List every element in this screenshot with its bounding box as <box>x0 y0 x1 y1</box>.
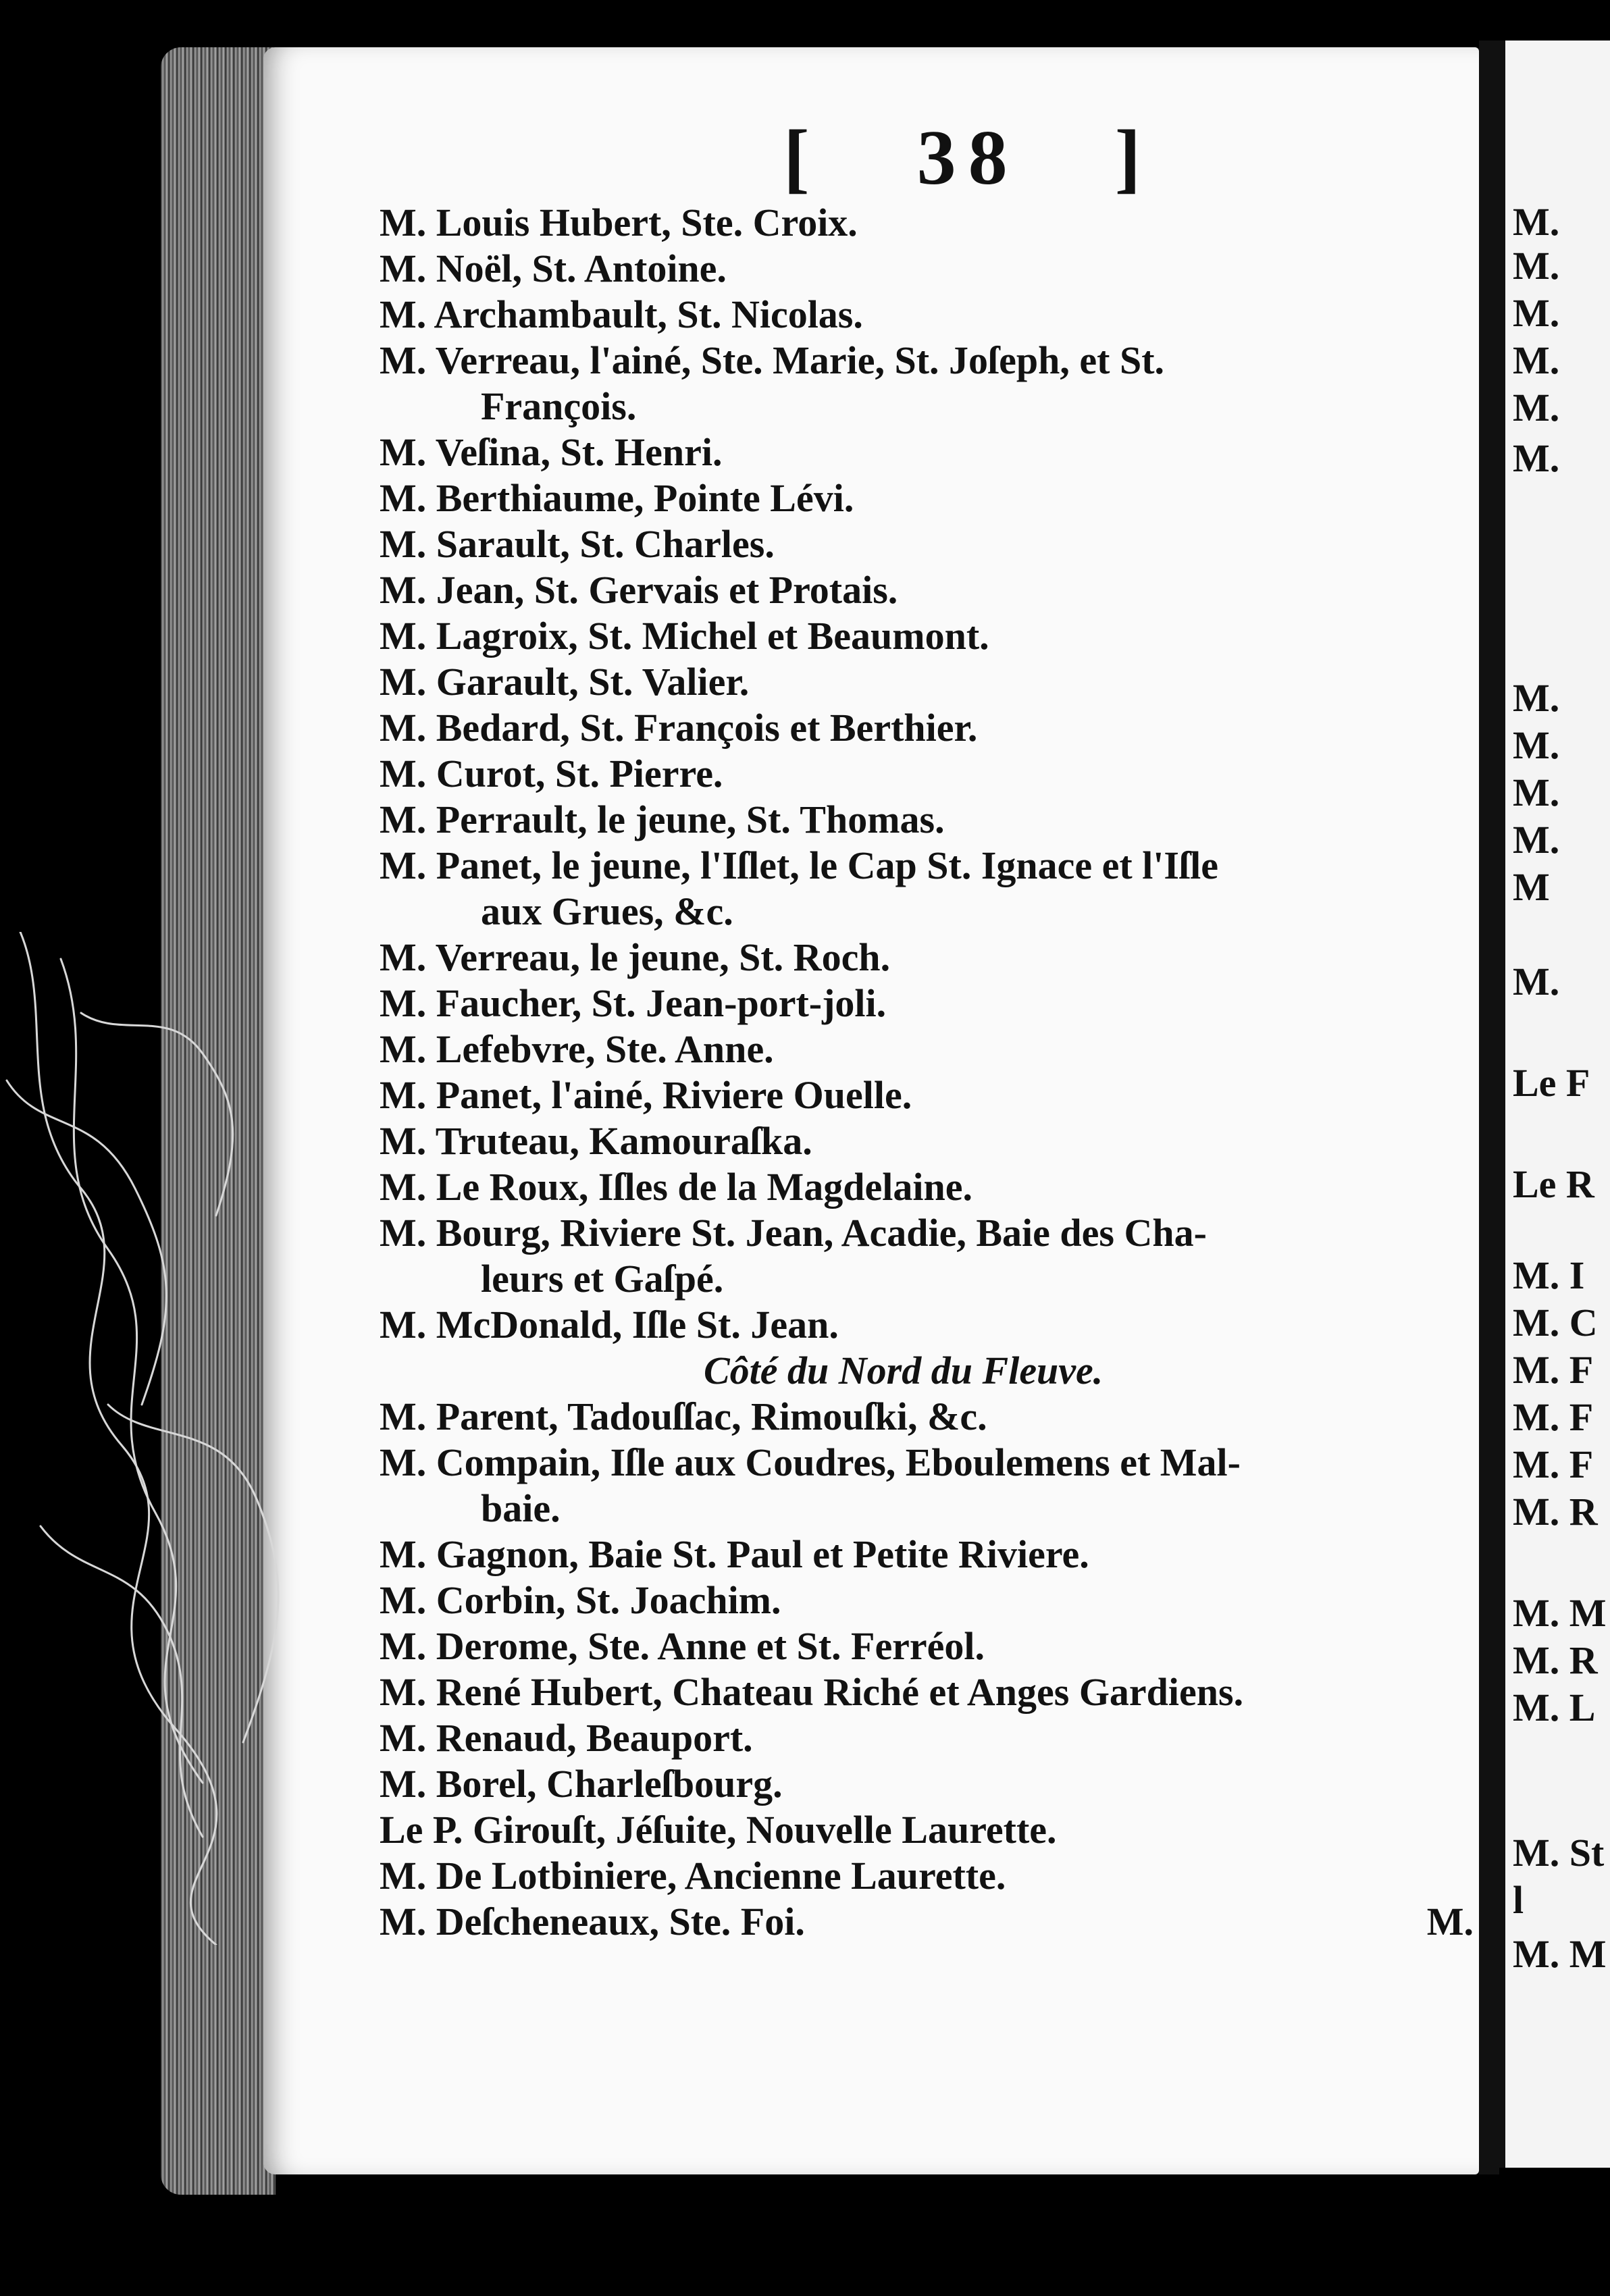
bracket-close: ] <box>1114 115 1153 201</box>
entry-text: M. Panet, le jeune, l'Iſlet, le Cap St. Ignace et l'Iſle <box>380 843 1218 887</box>
facing-page-fragment: M. <box>1513 676 1560 720</box>
entry-text: M. Noël, St. Antoine. <box>380 246 727 290</box>
facing-page-fragment: M. <box>1513 338 1560 382</box>
entry-text: M. Sarault, St. Charles. <box>380 522 775 566</box>
entry-text: Côté du Nord du Fleuve. <box>704 1349 1103 1392</box>
clergy-entry <box>380 935 1474 981</box>
clergy-entry <box>380 843 1474 889</box>
facing-page-fragment: M. <box>1513 244 1560 288</box>
facing-page-fragment: M. <box>1513 436 1560 480</box>
clergy-entry <box>380 1072 1474 1118</box>
clergy-entry <box>380 659 1474 705</box>
entry-text: M. Louis Hubert, Ste. Croix. <box>380 201 858 244</box>
clergy-entry <box>380 1440 1474 1486</box>
clergy-entry <box>380 1853 1474 1899</box>
entry-text: M. Faucher, St. Jean-port-joli. <box>380 981 887 1025</box>
entry-text: M. Corbin, St. Joachim. <box>380 1578 781 1622</box>
entry-text: François. <box>481 384 637 428</box>
facing-page-fragment: M. M <box>1513 1932 1607 1976</box>
entry-text: leurs et Gaſpé. <box>481 1257 724 1301</box>
clergy-entry <box>380 292 1474 338</box>
clergy-entry <box>380 1118 1474 1164</box>
entry-continuation <box>380 1486 1474 1532</box>
entry-text: M. Garault, St. Valier. <box>380 660 750 704</box>
entry-text: M. Lagroix, St. Michel et Beaumont. <box>380 614 989 658</box>
facing-page-fragment: M. St <box>1513 1831 1605 1875</box>
clergy-entry <box>380 567 1474 613</box>
facing-page-fragment: M. <box>1513 386 1560 429</box>
catchword: M. <box>1426 1900 1474 1943</box>
entry-text: M. Compain, Iſle aux Coudres, Eboulemens et Mal- <box>380 1440 1241 1484</box>
entry-text: M. Derome, Ste. Anne et St. Ferréol. <box>380 1624 985 1668</box>
entry-text: M. Gagnon, Baie St. Paul et Petite Riviere. <box>380 1532 1089 1576</box>
facing-page-fragment: M. <box>1513 818 1560 862</box>
facing-page-fragment: M. <box>1513 291 1560 335</box>
facing-page-fragment: M. F <box>1513 1348 1594 1392</box>
bracket-open: [ <box>783 115 822 201</box>
entry-text: M. Truteau, Kamouraſka. <box>380 1119 812 1163</box>
clergy-entry <box>380 1807 1474 1853</box>
facing-page-fragment: Le F <box>1513 1061 1590 1105</box>
facing-page-fragment: M <box>1513 865 1550 909</box>
clergy-entry <box>380 429 1474 475</box>
clergy-entry <box>380 1761 1474 1807</box>
entry-text: M. Bourg, Riviere St. Jean, Acadie, Baie des Cha- <box>380 1211 1207 1255</box>
clergy-entry <box>380 751 1474 797</box>
clergy-entry <box>380 1899 1474 1945</box>
entry-text: baie. <box>481 1486 561 1530</box>
entry-continuation <box>380 384 1474 429</box>
facing-page-fragment: M. C <box>1513 1301 1598 1345</box>
clergy-entry <box>380 613 1474 659</box>
facing-page-fragment: Le R <box>1513 1162 1594 1206</box>
entry-text: M. Deſcheneaux, Ste. Foi. <box>380 1900 805 1943</box>
entry-text: M. Lefebvre, Ste. Anne. <box>380 1027 774 1071</box>
page-number <box>783 113 1153 203</box>
entry-text: M. Renaud, Beauport. <box>380 1716 753 1760</box>
facing-page-fragment: M. R <box>1513 1490 1598 1534</box>
entry-text: M. Veſina, St. Henri. <box>380 430 723 474</box>
facing-page-fragment: M. F <box>1513 1395 1594 1439</box>
clergy-entry <box>380 200 1474 246</box>
clergy-entry <box>380 1669 1474 1715</box>
entry-text: M. René Hubert, Chateau Riché et Anges Gardiens. <box>380 1670 1244 1714</box>
entry-text: M. Archambault, St. Nicolas. <box>380 292 863 336</box>
stray-threads <box>0 932 311 1945</box>
facing-page-fragment: M. M <box>1513 1591 1607 1635</box>
clergy-entry <box>380 797 1474 843</box>
clergy-entry <box>380 1026 1474 1072</box>
clergy-entry <box>380 521 1474 567</box>
facing-page-fragment: M. <box>1513 723 1560 767</box>
entry-continuation <box>380 1256 1474 1302</box>
clergy-entry <box>380 1210 1474 1256</box>
entry-text: M. De Lotbiniere, Ancienne Laurette. <box>380 1854 1006 1898</box>
clergy-entry <box>380 1164 1474 1210</box>
clergy-entry <box>380 705 1474 751</box>
facing-page-fragment: l <box>1513 1878 1524 1922</box>
entry-text: aux Grues, &c. <box>481 889 733 933</box>
entry-text: M. Perrault, le jeune, St. Thomas. <box>380 798 945 841</box>
entry-text: M. Bedard, St. François et Berthier. <box>380 706 978 750</box>
clergy-entry <box>380 1532 1474 1577</box>
section-heading <box>380 1348 1474 1394</box>
facing-page-fragment: M. <box>1513 771 1560 814</box>
entry-text: M. Jean, St. Gervais et Protais. <box>380 568 898 612</box>
facing-page-fragment: M. I <box>1513 1253 1585 1297</box>
entry-continuation <box>380 889 1474 935</box>
clergy-entry <box>380 1577 1474 1623</box>
facing-page-fragment: M. <box>1513 960 1560 1003</box>
entry-text: M. Parent, Tadouſſac, Rimouſki, &c. <box>380 1394 987 1438</box>
facing-page-fragment: M. L <box>1513 1686 1596 1729</box>
clergy-entry <box>380 1623 1474 1669</box>
clergy-entry <box>380 1715 1474 1761</box>
page-number-value: 38 <box>916 115 1020 201</box>
entry-text: M. Verreau, le jeune, St. Roch. <box>380 935 891 979</box>
clergy-entry <box>380 338 1474 384</box>
entry-text: M. Berthiaume, Pointe Lévi. <box>380 476 854 520</box>
clergy-entry <box>380 1302 1474 1348</box>
clergy-entry <box>380 246 1474 292</box>
clergy-entry <box>380 475 1474 521</box>
facing-page-fragment: M. F <box>1513 1442 1594 1486</box>
facing-page-fragment: M. <box>1513 200 1560 244</box>
clergy-entry <box>380 1394 1474 1440</box>
entry-text: M. Panet, l'ainé, Riviere Ouelle. <box>380 1073 912 1117</box>
entry-text: M. Le Roux, Iſles de la Magdelaine. <box>380 1165 973 1209</box>
entry-text: M. Curot, St. Pierre. <box>380 752 723 795</box>
facing-page-fragment: M. R <box>1513 1638 1598 1682</box>
entry-text: Le P. Girouſt, Jéſuite, Nouvelle Laurette. <box>380 1808 1057 1852</box>
entry-text: M. Borel, Charleſbourg. <box>380 1762 783 1806</box>
entry-text: M. McDonald, Iſle St. Jean. <box>380 1303 839 1347</box>
entry-text: M. Verreau, l'ainé, Ste. Marie, St. Joſeph, et St. <box>380 338 1165 382</box>
clergy-entry <box>380 981 1474 1026</box>
parish-clergy-list <box>380 200 1474 1945</box>
